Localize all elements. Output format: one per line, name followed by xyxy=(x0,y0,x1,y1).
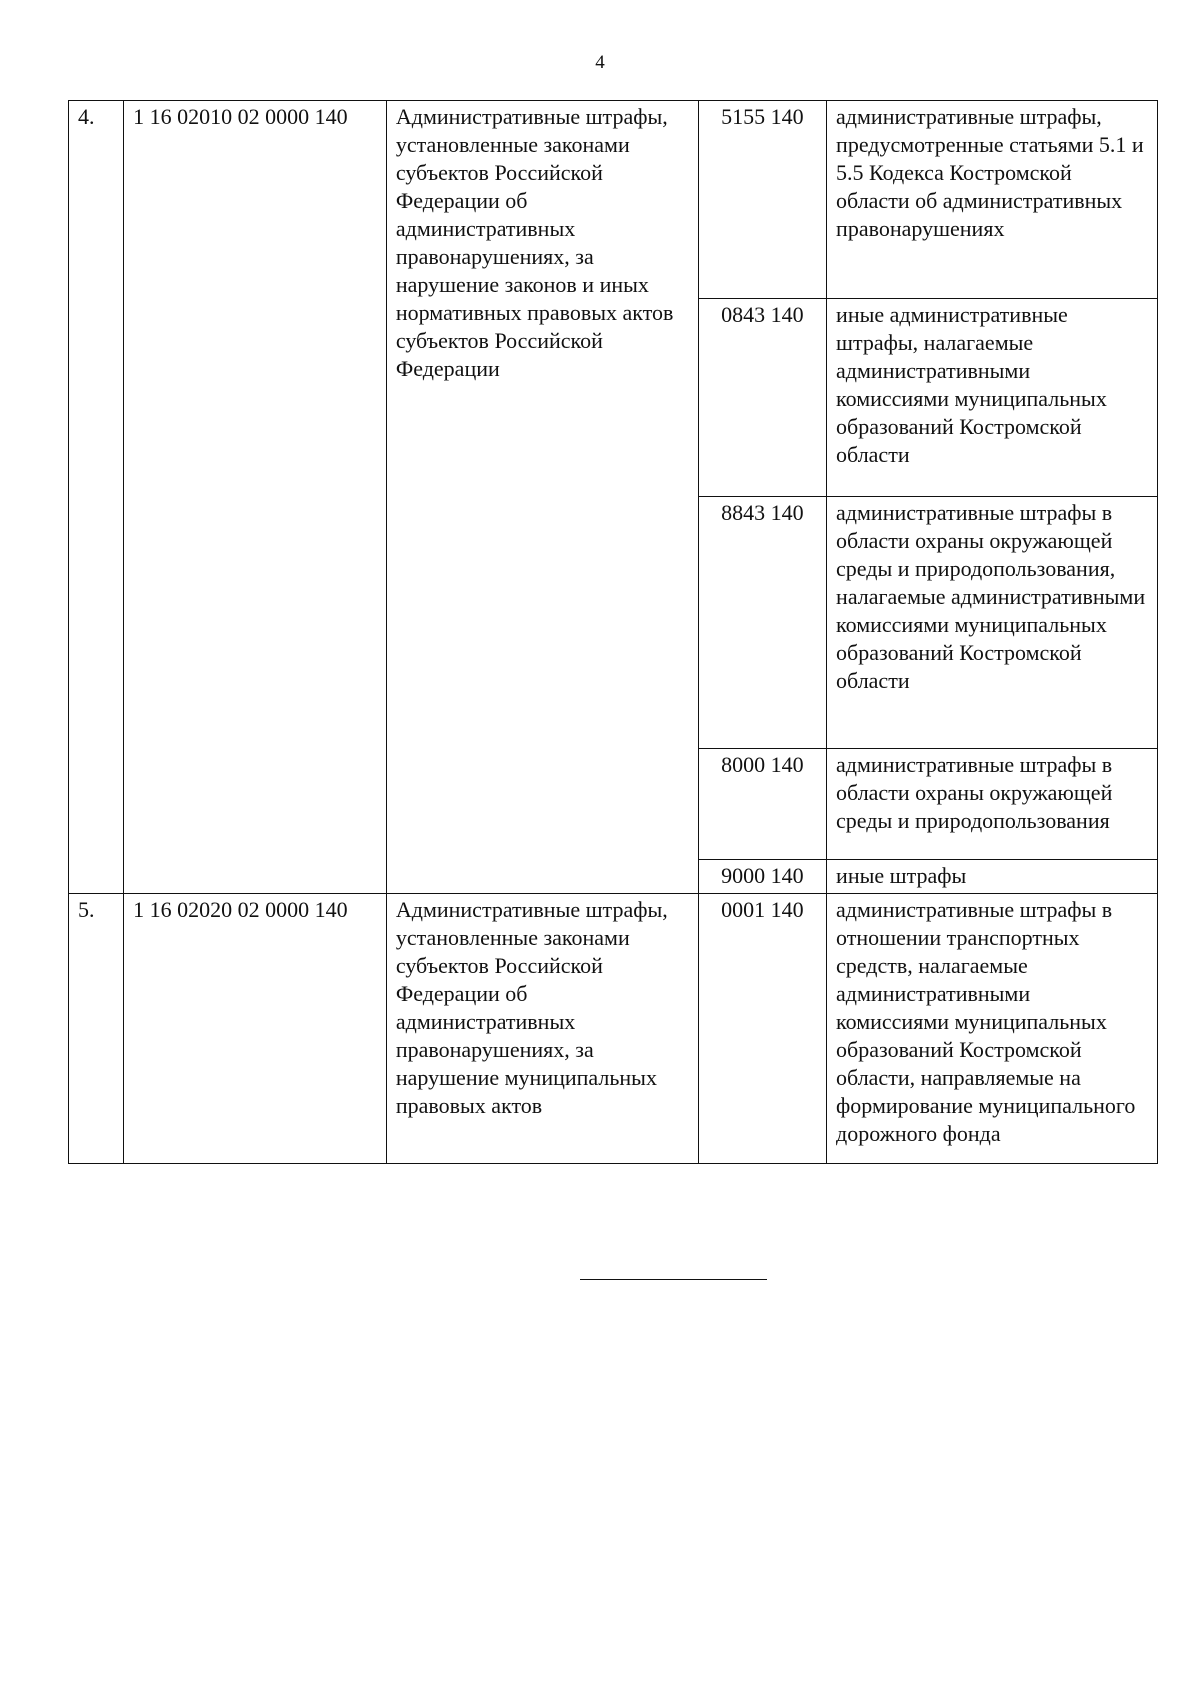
row-number: 4. xyxy=(69,101,124,894)
kbk-code: 1 16 02020 02 0000 140 xyxy=(124,894,387,1164)
revenue-codes-table xyxy=(68,100,1158,1164)
subcode: 9000 140 xyxy=(698,860,826,894)
table-row xyxy=(69,101,1158,299)
subcode: 0843 140 xyxy=(698,299,826,497)
subcode-description: административные штрафы в отношении транспортных средств, налагаемые административными комиссиями муниципальных образований Костромской области, направляемые на формирование муниципального дорожного фонда xyxy=(827,894,1158,1164)
subcode-description: административные штрафы в области охраны окружающей среды и природопользования, налагаемые административными комиссиями муниципальных образований Костромской области xyxy=(827,497,1158,749)
page-number: 4 xyxy=(595,52,605,73)
row-number: 5. xyxy=(69,894,124,1164)
table-row xyxy=(69,894,1158,1164)
kbk-code: 1 16 02010 02 0000 140 xyxy=(124,101,387,894)
subcode: 8843 140 xyxy=(698,497,826,749)
revenue-name: Административные штрафы, установленные законами субъектов Российской Федерации об административных правонарушениях, за нарушение законов и иных нормативных правовых актов субъектов Российской Федерации xyxy=(386,101,698,894)
subcode: 8000 140 xyxy=(698,749,826,860)
subcode-description: административные штрафы в области охраны окружающей среды и природопользования xyxy=(827,749,1158,860)
revenue-name: Административные штрафы, установленные законами субъектов Российской Федерации об административных правонарушениях, за нарушение муниципальных правовых актов xyxy=(386,894,698,1164)
subcode: 0001 140 xyxy=(698,894,826,1164)
subcode: 5155 140 xyxy=(698,101,826,299)
end-of-document-rule xyxy=(580,1279,767,1280)
subcode-description: иные штрафы xyxy=(827,860,1158,894)
subcode-description: иные административные штрафы, налагаемые административными комиссиями муниципальных образований Костромской области xyxy=(827,299,1158,497)
subcode-description: административные штрафы, предусмотренные статьями 5.1 и 5.5 Кодекса Костромской области об административных правонарушениях xyxy=(827,101,1158,299)
